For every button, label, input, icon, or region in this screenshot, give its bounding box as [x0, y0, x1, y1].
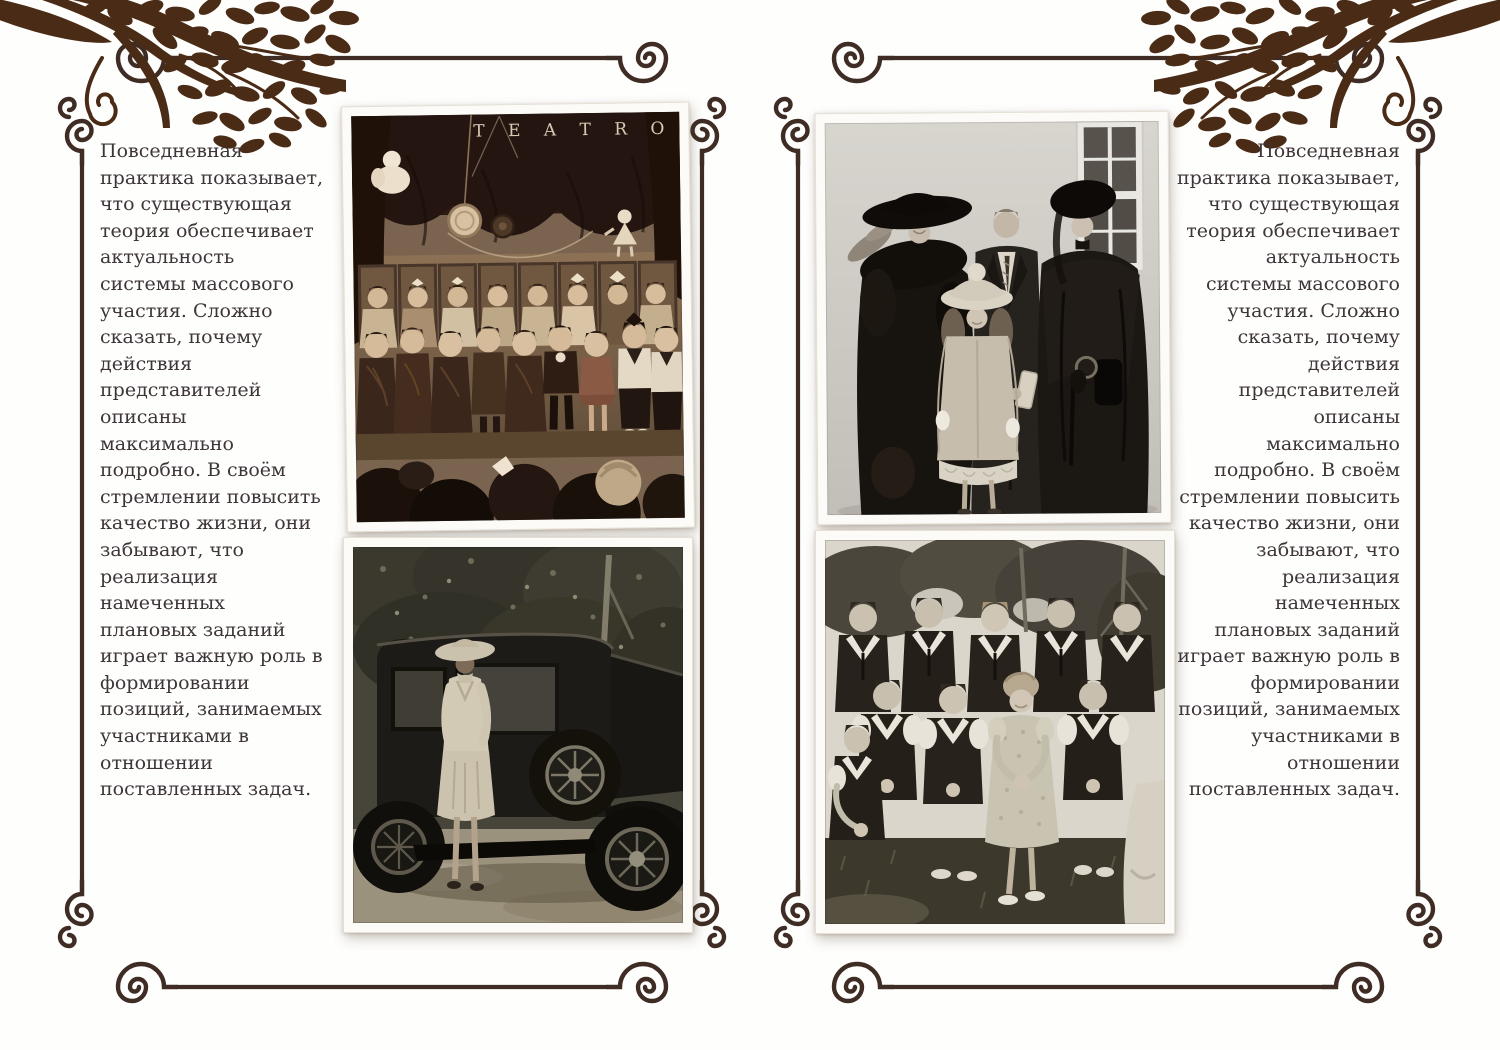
photo-family-group-portrait [815, 111, 1172, 525]
right-page-paragraph: Повседневная практика показывает, что существующая теория обеспечивает актуальность системы массового участия. Сложно сказать, почему действия представителей описаны максимально подробно. В своём стремлении повысить качество жизни, они забывают, что реализация намеченных плановых заданий играет важную роль в формировании позиций, занимаемых участниками в отношении поставленных задач. [1176, 140, 1400, 801]
photo-children-stage-performance [341, 102, 695, 533]
branch-ornament-right [1140, 0, 1500, 156]
branch-ornament-left [0, 0, 360, 156]
left-page-paragraph: Повседневная практика показывает, что существующая теория обеспечивает актуальность системы массового участия. Сложно сказать, почему действия представителей описаны максимально подробно. В своём стремлении повысить качество жизни, они забывают, что реализация намеченных плановых заданий играет важную роль в формировании позиций, занимаемых участниками в отношении поставленных задач. [100, 140, 324, 801]
hanging-clock [492, 215, 514, 237]
photo-woman-vintage-car [343, 537, 693, 933]
photo-schoolgirls-group [815, 530, 1175, 934]
daughter-figure [935, 263, 1021, 515]
stage-banner-letters: T E A T R O [473, 118, 674, 142]
